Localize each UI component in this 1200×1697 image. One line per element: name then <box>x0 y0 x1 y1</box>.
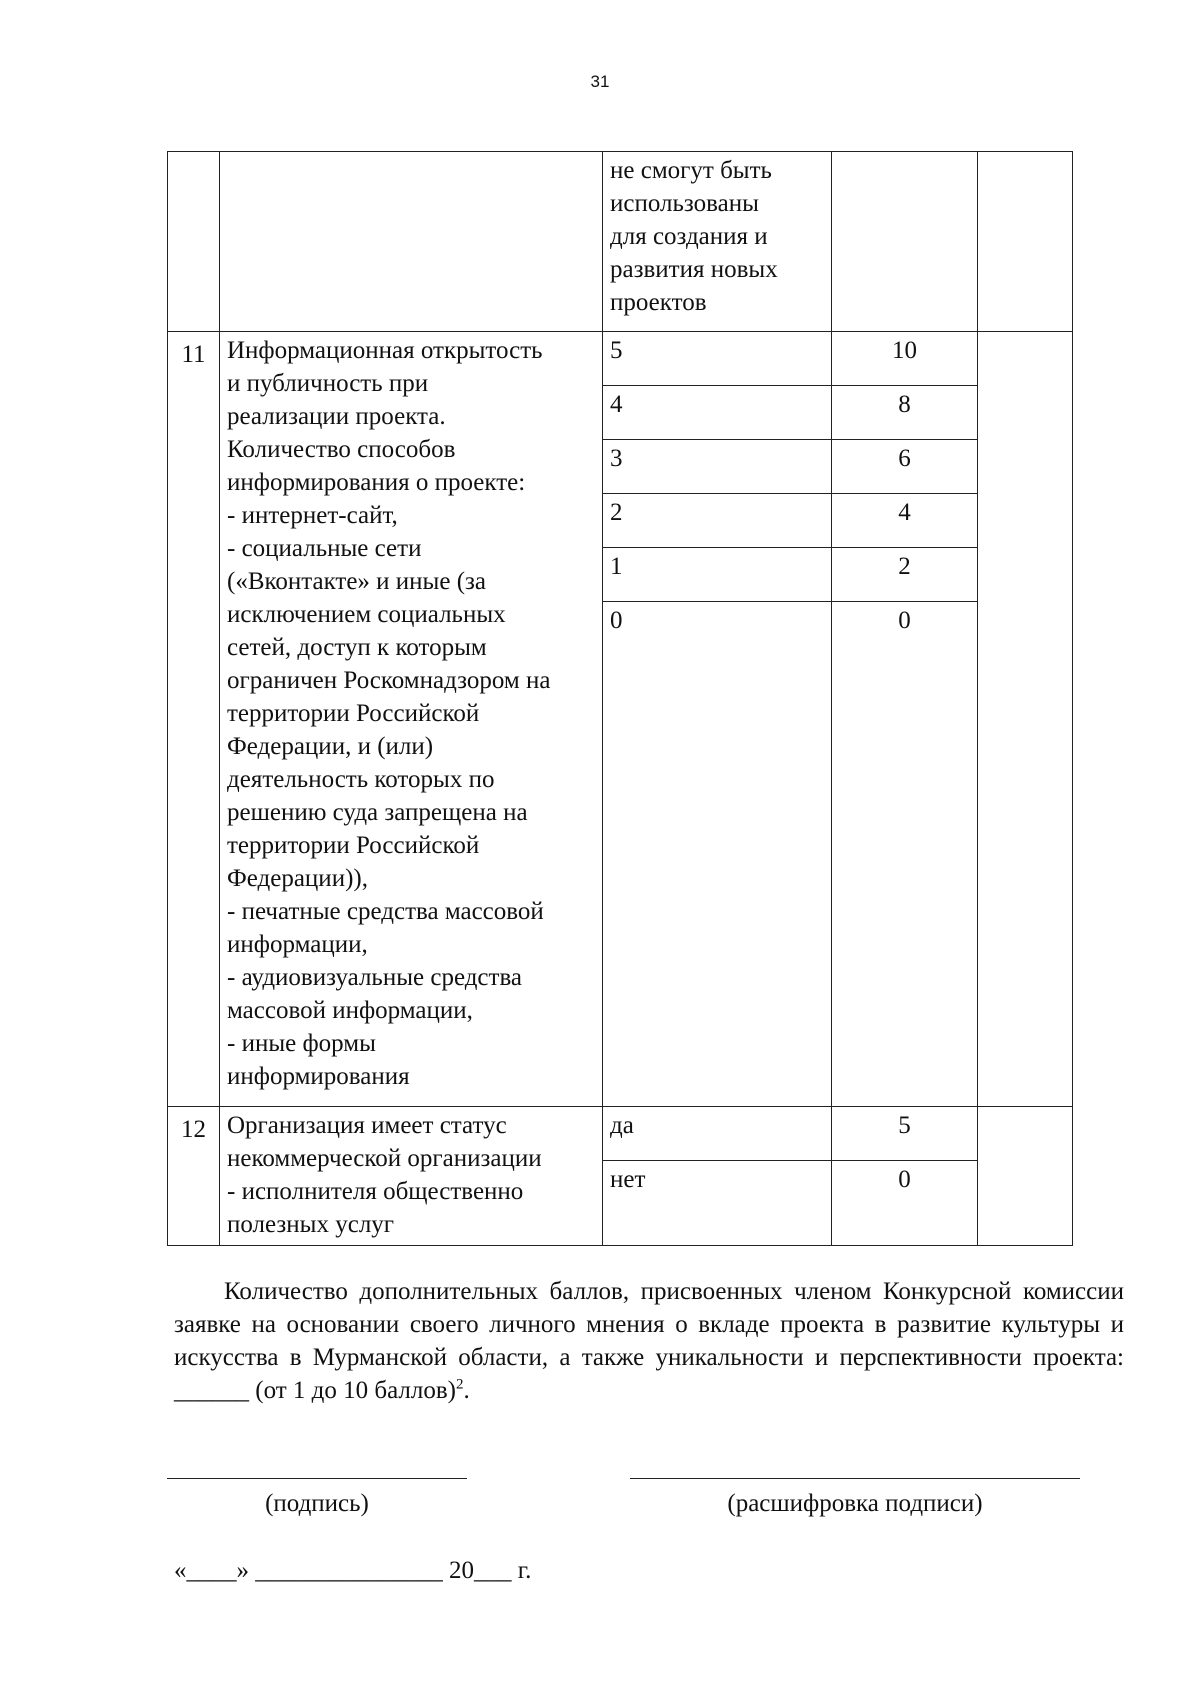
cell-empty <box>168 152 220 332</box>
sentence-end: . <box>463 1377 470 1404</box>
table-row-continuation <box>168 152 1073 332</box>
table-row-11 <box>168 332 1073 386</box>
criterion-text: Информационная открытость и публичность при реализации проекта. Количество способов информирования о проекте: - интернет-сайт, - социальные сети («Вконтакте» и иные (за исключением социальных сетей, доступ к которым ограничен Роскомнадзором на территории Российской Федерации, и (или) деятельность которых по решению суда запрещена на территории Российской Федерации)), - печатные средства массовой информации, - аудиовизуальные средства массовой информации, - иные формы информирования <box>220 332 603 1107</box>
grade-cell <box>978 1107 1073 1246</box>
footnote-mark: 2 <box>456 1376 464 1393</box>
option-value: нет <box>603 1161 832 1246</box>
option-score: 0 <box>832 1161 978 1246</box>
option-score: 0 <box>832 602 978 1107</box>
option-score: 8 <box>832 386 978 440</box>
continuation-text: не смогут быть использованы для создания и развития новых проектов <box>603 152 832 332</box>
criterion-number: 11 <box>168 332 220 1107</box>
option-value: да <box>603 1107 832 1161</box>
option-score: 6 <box>832 440 978 494</box>
option-value: 2 <box>603 494 832 548</box>
option-score: 4 <box>832 494 978 548</box>
option-value: 0 <box>603 602 832 1107</box>
extra-points-text: Количество дополнительных баллов, присвоенных членом Конкурсной комиссии заявке на основании своего личного мнения о вкладе проекта в развитие культуры и искусства в Мурманской области, а также уникальности и перспективности проекта: ______ (от 1 до 10 баллов) <box>174 1278 1124 1404</box>
option-score: 10 <box>832 332 978 386</box>
option-value: 4 <box>603 386 832 440</box>
signature-transcript-line <box>630 1478 1080 1479</box>
cell-empty <box>832 152 978 332</box>
option-score: 2 <box>832 548 978 602</box>
signature-caption: (подпись) <box>265 1490 369 1517</box>
option-value: 5 <box>603 332 832 386</box>
option-score: 5 <box>832 1107 978 1161</box>
extra-points-paragraph <box>174 1275 1124 1407</box>
cell-empty <box>220 152 603 332</box>
page-number: 31 <box>590 72 610 91</box>
date-line: «____» _______________ 20___ г. <box>174 1557 532 1584</box>
table-row-12 <box>168 1107 1073 1161</box>
signature-transcript-caption: (расшифровка подписи) <box>727 1490 983 1517</box>
criterion-text: Организация имеет статус некоммерческой организации - исполнителя общественно полезных услуг <box>220 1107 603 1246</box>
option-value: 1 <box>603 548 832 602</box>
criterion-number: 12 <box>168 1107 220 1246</box>
criteria-table <box>167 151 1073 1246</box>
cell-empty <box>978 152 1073 332</box>
signature-line <box>167 1478 467 1479</box>
grade-cell <box>978 332 1073 1107</box>
option-value: 3 <box>603 440 832 494</box>
